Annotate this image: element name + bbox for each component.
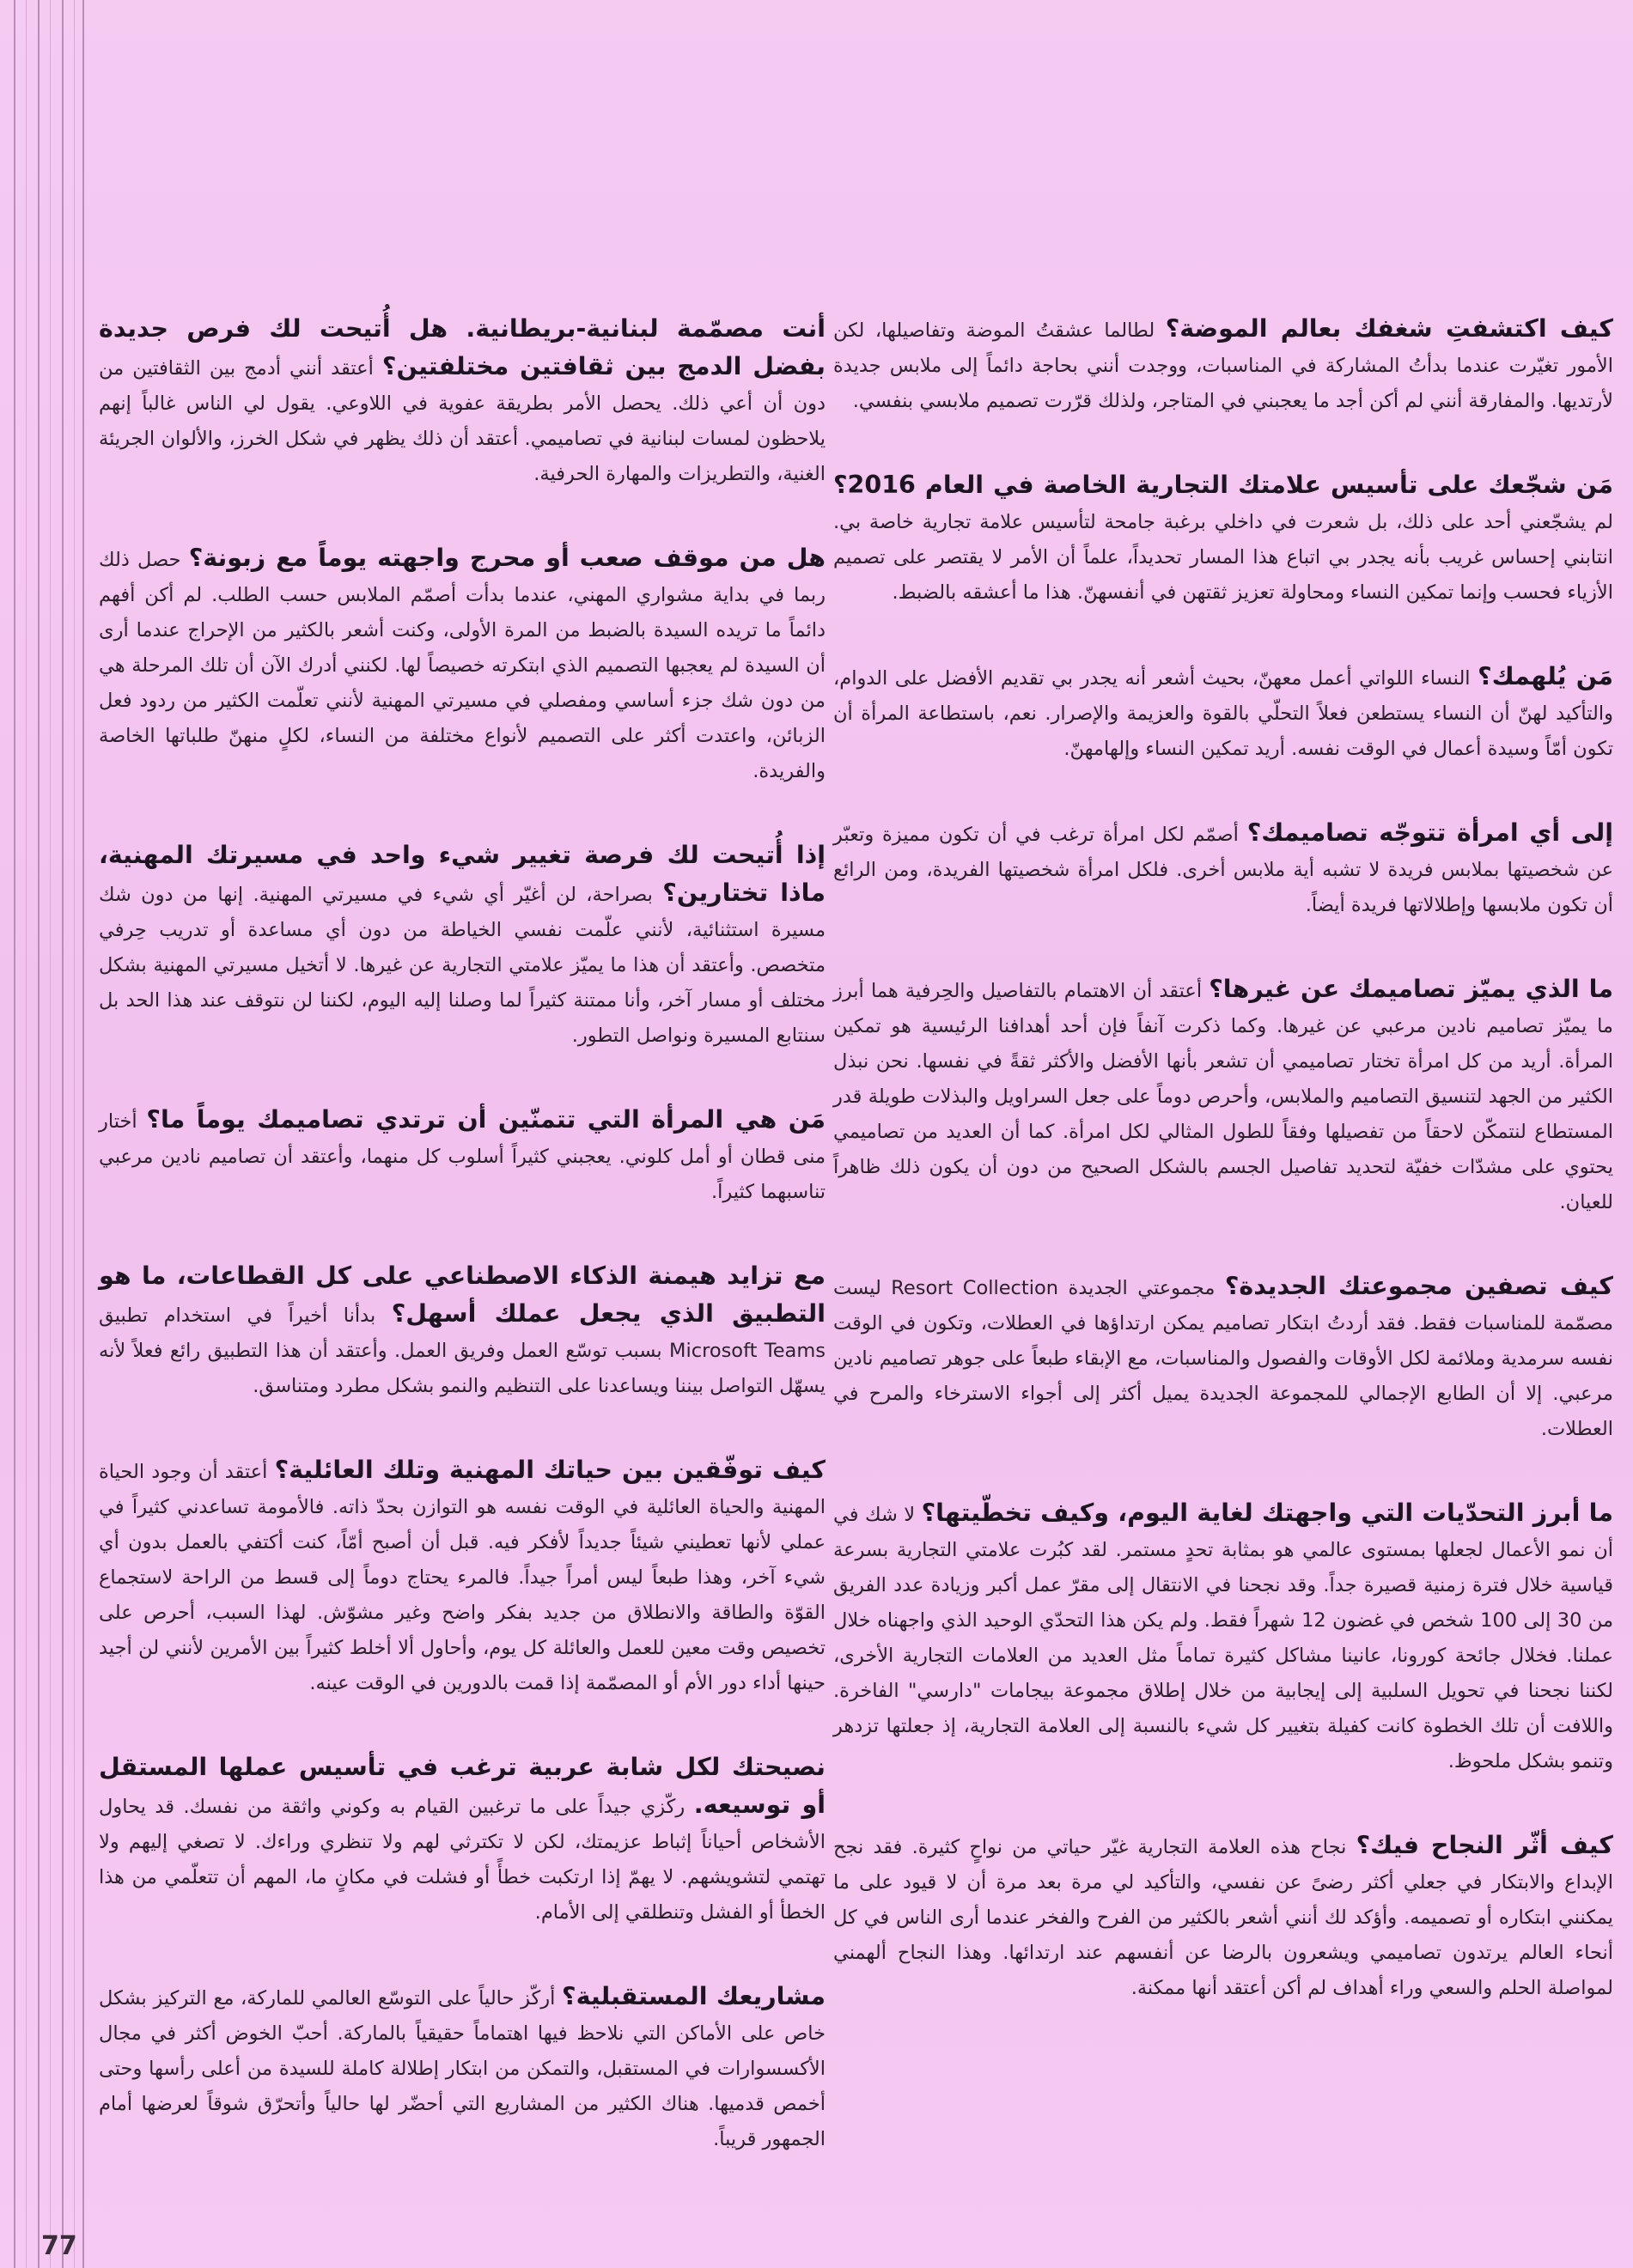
qa-block: [833, 1495, 1613, 1779]
question: كيف أثّر النجاح فيك؟: [1356, 1831, 1613, 1859]
qa-block: [99, 1102, 826, 1210]
answer: أعتقد أن وجود الحياة المهنية والحياة العائلية في الوقت نفسه هو التوازن بحدّ ذاته. فالأمومة تساعدني كثيراً في عملي لأنها تعطيني شيئاً جديداً لأفكر فيه. قبل أن أصبح أمّاً، كنت أكتفي بالعمل بدون أي شيء آخر، وهذا طبعاً ليس أمراً جيداً. فالمرء يحتاج دوماً إلى قسط من الراحة لاستجماع القوّة والطاقة والانطلاق من جديد بفكر واضح وغير مشوّش. لهذا السبب، أحرص على تخصيص وقت معين للعمل والعائلة كل يوم، وأحاول ألا أخلط كثيراً بين الأمرين لأنني لن أجيد حينها أداء دور الأم أو المصمّمة إذا قمت بالدورين في الوقت عينه.: [99, 1461, 826, 1694]
answer: لا شك في أن نمو الأعمال لجعلها بمستوى عالمي هو بمثابة تحدٍ مستمر. لقد كبُرت علامتي التجارية بسرعة قياسية خلال فترة زمنية قصيرة جداً. وقد نجحنا في الانتقال إلى مقرّ عمل أكبر وزيادة عدد الفريق من 30 إلى 100 شخص في غضون 12 شهراً فقط. ولم يكن هذا التحدّي الوحيد الذي واجهناه خلال عملنا. فخلال جائحة كورونا، عانينا مشاكل كثيرة تماماً مثل العديد من العلامات التجارية الأخرى، لكننا نجحنا في تحويل السلبية إلى إيجابية من خلال إطلاق مجموعة بيجامات "دارسي" الفاخرة. واللافت أن تلك الخطوة كانت كفيلة بتغيير كل شيء بالنسبة إلى العلامة التجارية، إذ جعلتها تزدهر وتنمو بشكل ملحوظ.: [833, 1504, 1613, 1772]
qa-block: [833, 971, 1613, 1220]
question: إذا أُتيحت لك فرصة تغيير شيء واحد في مسيرتك المهنية، ماذا تختارين؟: [99, 841, 826, 907]
qa-block: [833, 659, 1613, 767]
qa-block: [833, 1827, 1613, 2006]
question: مع تزايد هيمنة الذكاء الاصطناعي على كل القطاعات، ما هو التطبيق الذي يجعل عملك أسهل؟: [99, 1262, 826, 1328]
answer: أصمّم لكل امرأة ترغب في أن تكون مميزة وتعبّر عن شخصيتها بملابس فريدة لا تشبه أية ملابس أخرى. فلكل امرأة شخصيتها الفريدة، ومن الرائع أن تكون ملابسها وإطلالاتها فريدة أيضاً.: [833, 824, 1613, 916]
fold-line: [14, 0, 15, 2268]
answer: أعتقد أنني أدمج بين الثقافتين من دون أن أعي ذلك. يحصل الأمر بطريقة عفوية في اللاوعي. يقول لي الناس غالباً إنهم يلاحظون لمسات لبنانية في تصاميمي. أعتقد أن ذلك يظهر في شكل الخرز، والألوان الجريئة الغنية، والتطريزات والمهارة الحرفية.: [99, 357, 826, 485]
fold-line: [50, 0, 51, 2268]
answer: ركّزي جيداً على ما ترغبين القيام به وكوني واثقة من نفسك. قد يحاول الأشخاص أحياناً إثباط عزيمتك، لكن لا تكترثي لهم ولا تنظري وراءك. لا تصغي إليهم ولا تهتمي لتشويشهم. لا يهمّ إذا ارتكبت خطأً أو فشلت في مكانٍ ما، المهم أن تتعلّمي من هذا الخطأ أو الفشل وتنطلقي إلى الأمام.: [99, 1796, 826, 1924]
qa-block: [99, 837, 826, 1054]
qa-block: [833, 311, 1613, 419]
answer: لطالما عشقتُ الموضة وتفاصيلها، لكن الأمور تغيّرت عندما بدأتُ المشاركة في المناسبات، ووجدت أنني بحاجة دائماً إلى ملابس جديدة لأرتديها. والمفارقة أنني لم أكن أجد ما يعجبني في المتاجر، ولذلك قرّرت تصميم ملابسي بنفسي.: [833, 319, 1613, 412]
answer: مجموعتي الجديدة Resort Collection ليست مصمّمة للمناسبات فقط. فقد أردتُ ابتكار تصاميم يمكن ارتداؤها في العطلات، وتكون في الوقت نفسه سرمدية وملائمة لكل الأوقات والفصول والمناسبات، مع الإبقاء طبعاً على جوهر تصاميم نادين مرعبي. إلا أن الطابع الإجمالي للمجموعة الجديدة يميل أكثر إلى أجواء الاسترخاء والمرح في العطلات.: [833, 1277, 1613, 1440]
question: كيف تصفين مجموعتك الجديدة؟: [1224, 1272, 1613, 1300]
right-column: [833, 311, 1613, 2054]
qa-block: [99, 1749, 826, 1931]
question: ما أبرز التحدّيات التي واجهتك لغاية اليوم، وكيف تخطّيتها؟: [921, 1499, 1613, 1527]
question: مَن يُلهمك؟: [1478, 662, 1614, 690]
qa-block: [99, 1452, 826, 1701]
fold-line: [82, 0, 84, 2268]
question: نصيحتك لكل شابة عربية ترغب في تأسيس عملها المستقل أو توسيعه.: [99, 1753, 826, 1819]
question: إلى أي امرأة تتوجّه تصاميمك؟: [1246, 818, 1613, 847]
answer: لم يشجّعني أحد على ذلك، بل شعرت في داخلي برغبة جامحة لتأسيس علامة تجارية خاصة بي. انتابني إحساس غريب بأنه يجدر بي اتباع هذا المسار تحديداً، علماً أن الأمر لا يقتصر على تصميم الأزياء فحسب وإنما تمكين النساء ومحاولة تعزيز ثقتهن في أنفسهنّ. هذا ما أعشقه بالضبط.: [833, 511, 1613, 604]
answer: بصراحة، لن أغيّر أي شيء في مسيرتي المهنية. إنها من دون شك مسيرة استثنائية، لأنني علّمت نفسي الخياطة من دون أي مساعدة أو تدريب حِرفي متخصص. وأعتقد أن هذا ما يميّز علامتي التجارية عن غيرها. لا أتخيل مسيرتي المهنية بشكل مختلف أو مسار آخر، وأنا ممتنة كثيراً لما وصلنا إليه اليوم، لكننا لن نتوقف عند هذا الحد بل سنتابع المسيرة ونواصل التطور.: [99, 884, 826, 1047]
answer: نجاح هذه العلامة التجارية غيّر حياتي من نواحٍ كثيرة. فقد نجح الإبداع والابتكار في جعلي أكثر رضىً عن نفسي، والتأكيد لي مرة بعد مرة أن لا قيود على ما يمكنني ابتكاره أو تصميمه. وأؤكد لك أنني أشعر بالكثير من الفرح والفخر عندما أرى الناس في كل أنحاء العالم يرتدون تصاميمي ويشعرون بالرضا عن أنفسهم عند ارتدائها. وهذا النجاح ألهمني لمواصلة الحلم والسعي وراء أهداف لم أكن أعتقد أنها ممكنة.: [833, 1836, 1613, 1999]
qa-block: [833, 1268, 1613, 1447]
qa-block: [99, 540, 826, 789]
left-column: [99, 311, 826, 2205]
answer: بدأنا أخيراً في استخدام تطبيق Microsoft Teams بسبب توسّع العمل وفريق العمل. وأعتقد أن هذا التطبيق رائع فعلاً لأنه يسهّل التواصل بيننا ويساعدنا على التنظيم والنمو بشكل مطرد ومتناسق.: [99, 1304, 826, 1397]
question: كيف اكتشفتِ شغفك بعالم الموضة؟: [1165, 314, 1613, 343]
answer: أختار منى قطان أو أمل كلوني. يعجبني كثيراً أسلوب كل منهما، وأعتقد أن تصاميم نادين مرعبي تناسبهما كثيراً.: [99, 1110, 826, 1203]
answer: النساء اللواتي أعمل معهنّ، بحيث أشعر أنه يجدر بي تقديم الأفضل على الدوام، والتأكيد لهنّ أن النساء يستطعن فعلاً التحلّي بالقوة والعزيمة والإصرار. نعم، باستطاعة المرأة أن تكون أمّاً وسيدة أعمال في الوقت نفسه. أريد تمكين النساء وإلهامهنّ.: [833, 667, 1613, 760]
question: مَن هي المرأة التي تتمنّين أن ترتدي تصاميمك يوماً ما؟: [146, 1105, 826, 1134]
question: مشاريعك المستقبلية؟: [562, 1982, 826, 2010]
question: هل من موقف صعب أو محرج واجهته يوماً مع زبونة؟: [188, 544, 826, 572]
qa-block: [99, 1979, 826, 2157]
question: مَن شجّعك على تأسيس علامتك التجارية الخاصة في العام 2016؟: [833, 471, 1613, 499]
page-number: 77: [41, 2231, 77, 2261]
qa-block: [833, 815, 1613, 923]
fold-line: [38, 0, 40, 2268]
qa-block: [833, 467, 1613, 611]
fold-line: [26, 0, 27, 2268]
question: أنت مصمّمة لبنانية-بريطانية. هل أُتيحت لك فرص جديدة بفضل الدمج بين ثقافتين مختلفتين؟: [99, 314, 826, 380]
fold-line: [62, 0, 64, 2268]
answer: حصل ذلك ربما في بداية مشواري المهني، عندما بدأت أصمّم الملابس حسب الطلب. لم أكن أفهم دائماً ما تريده السيدة بالضبط من المرة الأولى، وكنت أشعر بالكثير من الإحراج عندما أرى أن السيدة لم يعجبها التصميم الذي ابتكرته خصيصاً لها. لكنني أدرك الآن أن تلك المرحلة هي من دون شك جزء أساسي ومفصلي في مسيرتي المهنية لأنني تعلّمت الكثير من ردود فعل الزبائن، واعتدت أكثر على التصميم لأنواع مختلفة من النساء، لكلٍ منهنّ طلباتها الخاصة والفريدة.: [99, 549, 826, 782]
fold-line: [74, 0, 75, 2268]
qa-block: [99, 311, 826, 492]
question: ما الذي يميّز تصاميمك عن غيرها؟: [1209, 975, 1613, 1003]
answer: أعتقد أن الاهتمام بالتفاصيل والحِرفية هما أبرز ما يميّز تصاميم نادين مرعبي عن غيرها. وكما ذكرت آنفاً فإن أحد أهدافنا الرئيسية هو تمكين المرأة. أريد من كل امرأة تختار تصاميمي أن تشعر بأنها الأفضل والأكثر ثقةً في نفسها. نحن نبذل الكثير من الجهد لتنسيق التصاميم والملابس، وأحرص دوماً على جعل السراويل والبذلات طويلة قدر المستطاع لنتمكّن لاحقاً من تفصيلها وفقاً للطول المثالي لكل امرأة. كما أن العديد من تصاميمي يحتوي على مشدّات خفيّة لتحديد تفاصيل الجسم بالشكل الصحيح من دون أن يكون ذلك ظاهراً للعيان.: [833, 980, 1613, 1213]
question: كيف توفّقين بين حياتك المهنية وتلك العائلية؟: [274, 1456, 826, 1484]
qa-block: [99, 1258, 826, 1404]
answer: أركّز حالياً على التوسّع العالمي للماركة، مع التركيز بشكل خاص على الأماكن التي نلاحظ فيها اهتماماً حقيقياً بالماركة. أحبّ الخوض أكثر في مجال الأكسسوارات في المستقبل، والتمكن من ابتكار إطلالة كاملة للسيدة من أعلى رأسها وحتى أخمص قدميها. هناك الكثير من المشاريع التي أحضّر لها حالياً وأتحرّق شوقاً لعرضها أمام الجمهور قريباً.: [99, 1987, 826, 2150]
